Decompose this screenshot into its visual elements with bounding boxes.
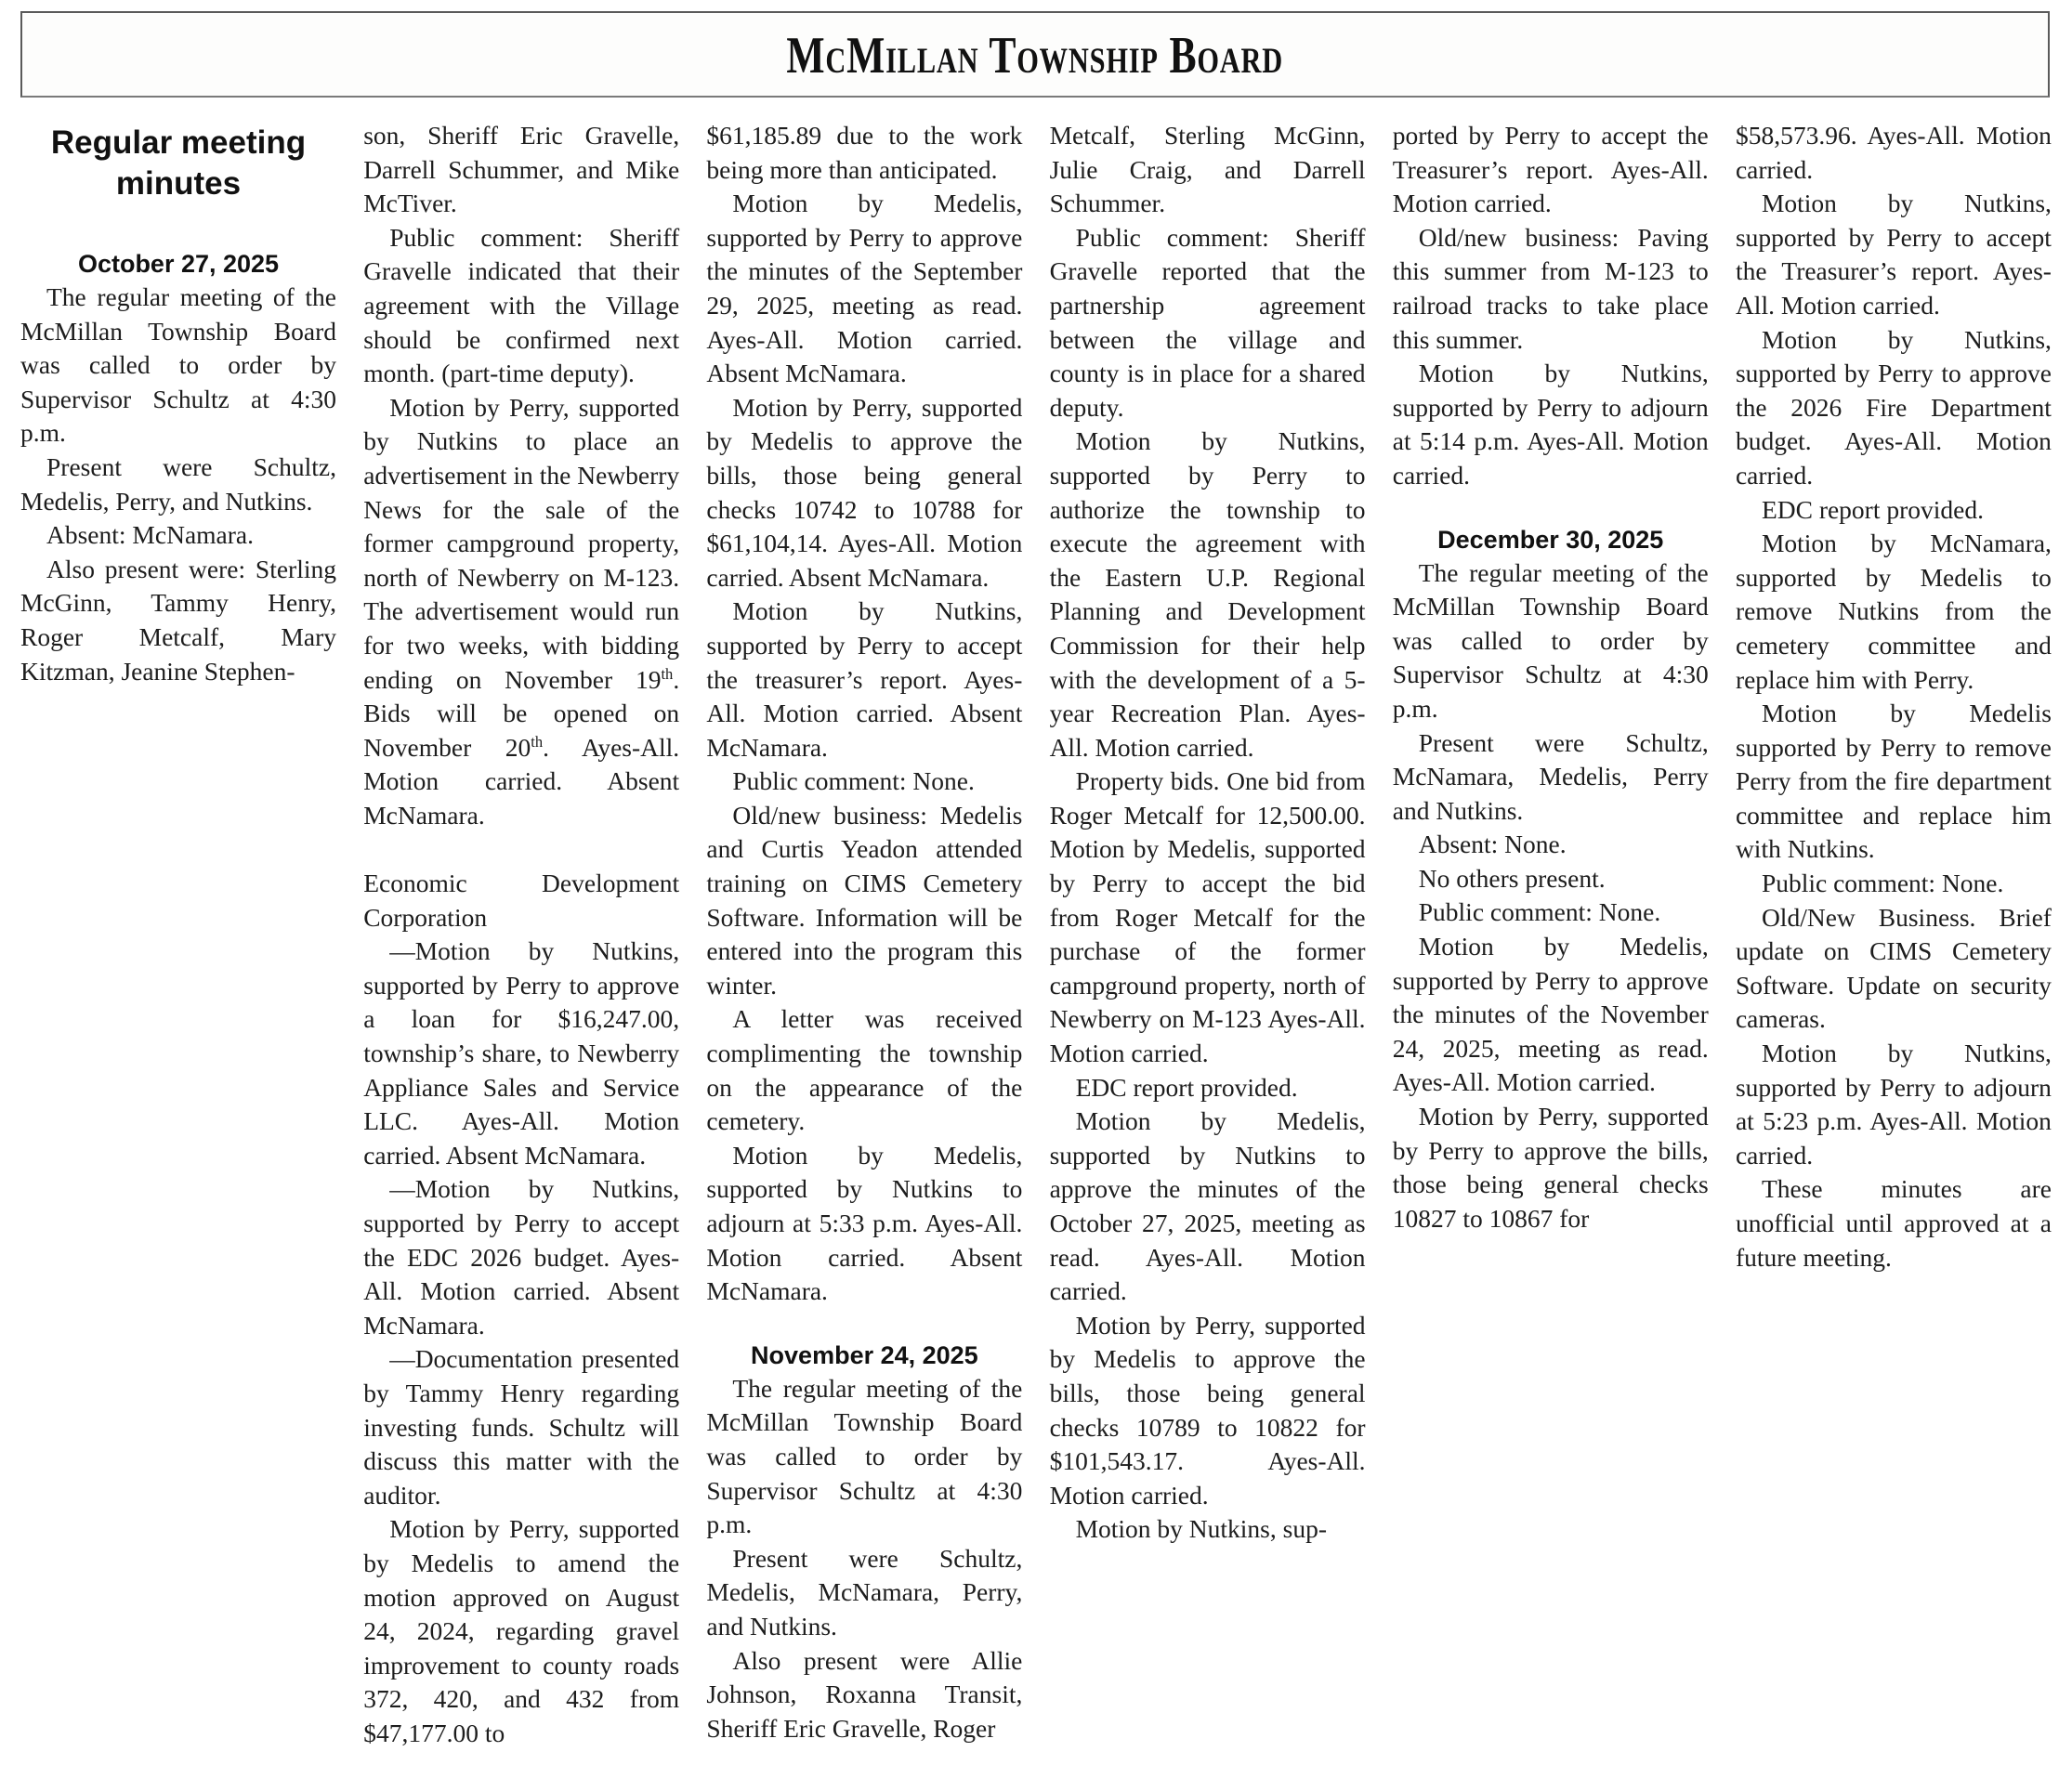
- article-heading: Regular meeting minutes: [50, 124, 307, 202]
- column-6: [1736, 119, 2052, 1751]
- paragraph: Motion by Nutkins, supported by Perry to adjourn at 5:23 p.m. Ayes-All. Motion carried.: [1735, 1039, 2052, 1170]
- paragraph: Motion by Medelis, supported by Nutkins to approve the minutes of the October 27, 2025, meeting as read. Ayes-All. Motion carried.: [1049, 1106, 1366, 1306]
- paragraph: Absent: McNamara.: [46, 520, 254, 550]
- section-subhead: Economic Development Corporation: [363, 869, 680, 932]
- paragraph: Motion by Nutkins, supported by Perry to accept the treasurer’s report. Ayes-All. Motion carried. Absent McNamara.: [706, 596, 1023, 762]
- paragraph: Public comment: None.: [1761, 869, 2004, 898]
- column-2: [363, 119, 679, 1751]
- paragraph: EDC report provided.: [1761, 494, 1984, 524]
- paragraph: —Motion by Nutkins, supported by Perry to approve a loan for $16,247.00, township’s share, to Newberry Appliance Sales and Service LLC. Ayes-All. Motion carried. Absent McNamara.: [363, 936, 680, 1170]
- ordinal-suffix: th: [661, 664, 674, 683]
- paragraph: Motion by Nutkins, sup-: [1075, 1514, 1327, 1544]
- paragraph: Old/new business: Medelis and Curtis Yeadon attended training on CIMS Cemetery Software. Information will be entered into the program this winter.: [706, 800, 1023, 1000]
- paragraph: A letter was received complimenting the township on the appearance of the cemetery.: [706, 1004, 1023, 1136]
- paragraph: —Motion by Nutkins, supported by Perry to accept the EDC 2026 budget. Ayes-All. Motion carried. Absent McNamara.: [363, 1174, 680, 1340]
- column-5: [1393, 119, 1709, 1751]
- paragraph: Public comment: None.: [732, 766, 975, 796]
- paragraph: Motion by Medelis supported by Perry to remove Perry from the fire department committee and replace him with Nutkins.: [1735, 699, 2052, 864]
- paragraph: Present were Schultz, Medelis, McNamara, Perry, and Nutkins.: [706, 1543, 1023, 1641]
- paragraph: Motion by Perry, supported by Medelis to approve the bills, those being general checks 10742 to 10788 for $61,104,14. Ayes-All. Motion carried. Absent McNamara.: [706, 392, 1023, 592]
- column-3: [706, 119, 1022, 1751]
- paragraph: Property bids. One bid from Roger Metcalf for 12,500.00. Motion by Medelis, supported by Perry to accept the bid from Roger Metcalf for the purchase of the former campground property, north of Newberry on M-123 Ayes-All. Motion carried.: [1049, 766, 1366, 1068]
- paragraph: Motion by Perry, supported by Nutkins to place an advertisement in the Newberry News for the sale of the former campground property, north of Newberry on M-123. The advertisement would run for two weeks, with bidding ending on November 19th. Bids will be opened on November 20th. Ayes-All. Motion carried. Absent McNamara.: [363, 392, 680, 830]
- paragraph: The regular meeting of the McMillan Township Board was called to order by Supervisor Schultz at 4:30 p.m.: [706, 1373, 1023, 1539]
- paragraph-continuation: son, Sheriff Eric Gravelle, Darrell Schummer, and Mike McTiver.: [363, 121, 680, 218]
- paragraph: Motion by Nutkins, supported by Perry to authorize the township to execute the agreement with the Eastern U.P. Regional Planning and Development Commission for their help with the development of a 5-year Recreation Plan. Ayes-All. Motion carried.: [1049, 426, 1366, 762]
- meeting-date-heading: October 27, 2025: [77, 250, 280, 278]
- paragraph: EDC report provided.: [1075, 1072, 1298, 1102]
- paragraph: Motion by Medelis, supported by Perry to approve the minutes of the September 29, 2025, meeting as read. Ayes-All. Motion carried. Absent McNamara.: [706, 189, 1023, 388]
- paragraph: Motion by Nutkins, supported by Perry to approve the 2026 Fire Department budget. Ayes-All. Motion carried.: [1735, 324, 2052, 490]
- paragraph: Public comment: Sheriff Gravelle indicated that their agreement with the Village should be confirmed next month. (part-time deputy).: [363, 222, 680, 388]
- paragraph: Also present were Allie Johnson, Roxanna Transit, Sheriff Eric Gravelle, Roger: [706, 1645, 1023, 1743]
- meeting-date-heading: December 30, 2025: [1437, 525, 1664, 554]
- article-body: [20, 119, 2052, 1751]
- paragraph: The regular meeting of the McMillan Township Board was called to order by Supervisor Schultz at 4:30 p.m.: [1392, 557, 1709, 723]
- paragraph: Public comment: Sheriff Gravelle reported that the partnership agreement between the village and county is in place for a shared deputy.: [1049, 222, 1366, 422]
- masthead-title: McMillan Township Board: [786, 26, 1284, 85]
- paragraph: —Documentation presented by Tammy Henry regarding investing funds. Schultz will discuss this matter with the auditor.: [363, 1344, 680, 1510]
- paragraph: Public comment: None.: [1418, 897, 1661, 927]
- paragraph: Motion by McNamara, supported by Medelis to remove Nutkins from the cemetery committee and replace him with Perry.: [1735, 529, 2052, 694]
- paragraph: Absent: None.: [1418, 830, 1567, 859]
- column-1: [20, 119, 336, 1751]
- paragraph: The regular meeting of the McMillan Township Board was called to order by Supervisor Schultz at 4:30 p.m.: [20, 282, 336, 448]
- paragraph: Motion by Perry, supported by Perry to approve the bills, those being general checks 10827 to 10867 for: [1392, 1102, 1709, 1233]
- paragraph: Motion by Perry, supported by Medelis to amend the motion approved on August 24, 2024, regarding gravel improvement to county roads 372, 420, and 432 from $47,177.00 to: [363, 1514, 680, 1747]
- paragraph: Also present were: Sterling McGinn, Tammy Henry, Roger Metcalf, Mary Kitzman, Jeanine Stephen-: [20, 554, 336, 686]
- meeting-date-heading: November 24, 2025: [751, 1340, 978, 1369]
- paragraph-continuation: ported by Perry to accept the Treasurer’s report. Ayes-All. Motion carried.: [1392, 121, 1709, 218]
- paragraph: These minutes are unofficial until approved at a future meeting.: [1735, 1174, 2052, 1272]
- paragraph: Motion by Nutkins, supported by Perry to accept the Treasurer’s report. Ayes-All. Motion carried.: [1735, 189, 2052, 320]
- paragraph: Old/New Business. Brief update on CIMS Cemetery Software. Update on security cameras.: [1735, 902, 2052, 1034]
- paragraph: Motion by Medelis, supported by Nutkins to adjourn at 5:33 p.m. Ayes-All. Motion carried. Absent McNamara.: [706, 1140, 1023, 1306]
- ordinal-suffix: th: [531, 732, 544, 751]
- paragraph: Old/new business: Paving this summer from M-123 to railroad tracks to take place this summer.: [1392, 222, 1709, 354]
- paragraph: Motion by Perry, supported by Medelis to approve the bills, those being general checks 10789 to 10822 for $101,543.17. Ayes-All. Motion carried.: [1049, 1310, 1366, 1510]
- column-4: [1050, 119, 1366, 1751]
- paragraph: Present were Schultz, Medelis, Perry, and Nutkins.: [20, 451, 336, 516]
- paragraph: Present were Schultz, McNamara, Medelis, Perry and Nutkins.: [1392, 727, 1709, 825]
- paragraph: Motion by Nutkins, supported by Perry to adjourn at 5:14 p.m. Ayes-All. Motion carried.: [1392, 359, 1709, 490]
- paragraph-continuation: Metcalf, Sterling McGinn, Julie Craig, and Darrell Schummer.: [1049, 121, 1366, 218]
- paragraph: No others present.: [1418, 863, 1606, 893]
- paragraph-continuation: $58,573.96. Ayes-All. Motion carried.: [1735, 121, 2052, 184]
- masthead: [20, 11, 2050, 98]
- paragraph: Motion by Medelis, supported by Perry to approve the minutes of the November 24, 2025, meeting as read. Ayes-All. Motion carried.: [1392, 932, 1709, 1097]
- paragraph-continuation: $61,185.89 due to the work being more than anticipated.: [706, 121, 1023, 184]
